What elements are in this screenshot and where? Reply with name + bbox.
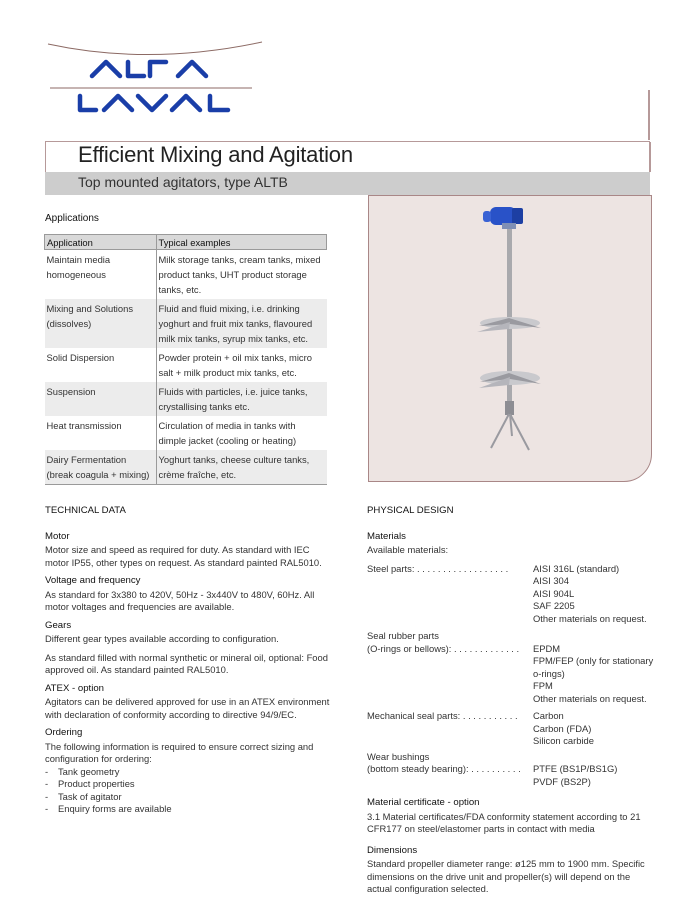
application-cell: Heat transmission bbox=[46, 420, 122, 431]
material-values bbox=[533, 763, 657, 788]
atex-heading: ATEX - option bbox=[45, 682, 105, 694]
material-value: FPM bbox=[533, 680, 553, 691]
examples-cell: Fluids with particles, i.e. juice tanks, crystallising tanks etc. bbox=[156, 382, 327, 416]
material-label: Wear bushings bbox=[367, 750, 430, 762]
material-value: PTFE (BS1P/BS1G) bbox=[533, 763, 618, 774]
table-row bbox=[45, 416, 327, 450]
material-value: AISI 904L bbox=[533, 587, 575, 599]
material-value: Other materials on request. bbox=[533, 612, 647, 624]
table-row bbox=[45, 250, 327, 300]
section-heading: PHYSICAL DESIGN bbox=[367, 505, 454, 516]
list-item: - Task of agitator bbox=[45, 791, 335, 804]
list-item: - Tank geometry bbox=[45, 766, 335, 779]
material-row bbox=[367, 710, 657, 748]
application-cell: Suspension bbox=[45, 382, 157, 416]
material-value: PVDF (BS2P) bbox=[533, 775, 591, 787]
list-item: - Enquiry forms are available bbox=[45, 803, 335, 816]
material-value: Other materials on request. bbox=[533, 692, 647, 704]
column-header: Typical examples bbox=[156, 235, 327, 250]
material-row bbox=[367, 563, 657, 626]
physical-design-section bbox=[367, 505, 657, 902]
page-subtitle: Top mounted agitators, type ALTB bbox=[78, 174, 288, 190]
agitator-photo bbox=[368, 195, 652, 482]
material-value: SAF 2205 bbox=[533, 600, 575, 611]
material-values bbox=[533, 563, 657, 626]
material-label: Mechanical seal parts: . . . . . . . . . . . bbox=[367, 710, 518, 721]
section-heading: TECHNICAL DATA bbox=[45, 505, 126, 516]
material-label: Steel parts: . . . . . . . . . . . . . . . . . . bbox=[367, 562, 509, 574]
material-values bbox=[533, 710, 657, 748]
dimensions-text: Standard propeller diameter range: ø125 mm to 1900 mm. Specific dimensions on the drive unit and propeller(s) will depend on the actual configuration selected. bbox=[367, 858, 645, 894]
gears-text: As standard filled with normal synthetic or mineral oil, optional: Food approved oil. As standard painted RAL5010. bbox=[45, 651, 328, 675]
material-value: Silicon carbide bbox=[533, 735, 594, 746]
application-cell: Solid Dispersion bbox=[46, 352, 115, 363]
material-value: AISI 316L (standard) bbox=[533, 562, 620, 574]
voltage-text: As standard for 3x380 to 420V, 50Hz - 3x440V to 480V, 60Hz. All motor voltages and frequencies are available. bbox=[45, 588, 315, 612]
agitator-illustration bbox=[369, 196, 651, 481]
examples-cell: Powder protein + oil mix tanks, micro salt + milk product mix tanks, etc. bbox=[156, 348, 327, 382]
voltage-heading: Voltage and frequency bbox=[45, 575, 141, 586]
motor-text: Motor size and speed as required for duty. As standard with IEC motor IP55, other types on request. As standard painted RAL5010. bbox=[45, 544, 322, 568]
application-cell: Maintain media homogeneous bbox=[46, 254, 111, 280]
table-row bbox=[45, 450, 327, 485]
page-title: Efficient Mixing and Agitation bbox=[78, 142, 353, 167]
table-row bbox=[45, 299, 327, 348]
ordering-heading: Ordering bbox=[45, 727, 83, 738]
material-value: Carbon (FDA) bbox=[533, 722, 592, 734]
material-value: Carbon bbox=[533, 710, 564, 721]
certificate-heading: Material certificate - option bbox=[367, 797, 480, 808]
table-row bbox=[45, 382, 327, 416]
table-row bbox=[45, 348, 327, 382]
gears-text: Different gear types available according to configuration. bbox=[45, 633, 279, 644]
material-value: AISI 304 bbox=[533, 575, 569, 586]
material-row bbox=[367, 643, 657, 706]
motor-heading: Motor bbox=[45, 530, 70, 542]
material-values bbox=[533, 643, 657, 706]
ordering-list bbox=[45, 766, 335, 816]
examples-cell: Yoghurt tanks, cheese culture tanks, crème fraîche, etc. bbox=[156, 450, 327, 485]
certificate-text: 3.1 Material certificates/FDA conformity statement according to 21 CFR177 on steel/elastomer parts in contact with media bbox=[367, 810, 641, 834]
column-header: Application bbox=[45, 235, 157, 250]
material-label: (O-rings or bellows): . . . . . . . . . . . . . bbox=[367, 642, 520, 654]
alfa-laval-logo bbox=[40, 38, 270, 118]
examples-cell: Circulation of media in tanks with dimple jacket (cooling or heating) bbox=[156, 416, 327, 450]
frame-line bbox=[648, 90, 650, 140]
examples-cell: Fluid and fluid mixing, i.e. drinking yoghurt and fruit mix tanks, flavoured milk mix tanks, syrup mix tanks, etc. bbox=[156, 299, 327, 348]
applications-heading: Applications bbox=[45, 213, 99, 224]
material-value: FPM/FEP (only for stationary o-rings) bbox=[533, 655, 654, 679]
material-row bbox=[367, 763, 657, 788]
atex-text: Agitators can be delivered approved for use in an ATEX environment with declaration of conformity according to directive 94/9/EC. bbox=[45, 696, 330, 720]
material-label: (bottom steady bearing): . . . . . . . . . . bbox=[367, 763, 521, 774]
application-cell: Mixing and Solutions (dissolves) bbox=[45, 299, 157, 348]
application-cell: Dairy Fermentation (break coagula + mixing) bbox=[45, 450, 157, 485]
list-item: - Product properties bbox=[45, 778, 335, 791]
materials-heading: Materials bbox=[367, 530, 406, 542]
examples-cell: Milk storage tanks, cream tanks, mixed product tanks, UHT product storage tanks, etc. bbox=[156, 250, 327, 300]
ordering-text: The following information is required to ensure correct sizing and configuration for ordering: bbox=[45, 740, 314, 764]
applications-table bbox=[44, 234, 327, 485]
materials-intro: Available materials: bbox=[367, 544, 449, 555]
dimensions-heading: Dimensions bbox=[367, 844, 418, 856]
technical-data-section bbox=[45, 505, 335, 816]
material-label: Seal rubber parts bbox=[367, 630, 439, 641]
gears-heading: Gears bbox=[45, 619, 72, 631]
material-value: EPDM bbox=[533, 642, 561, 654]
